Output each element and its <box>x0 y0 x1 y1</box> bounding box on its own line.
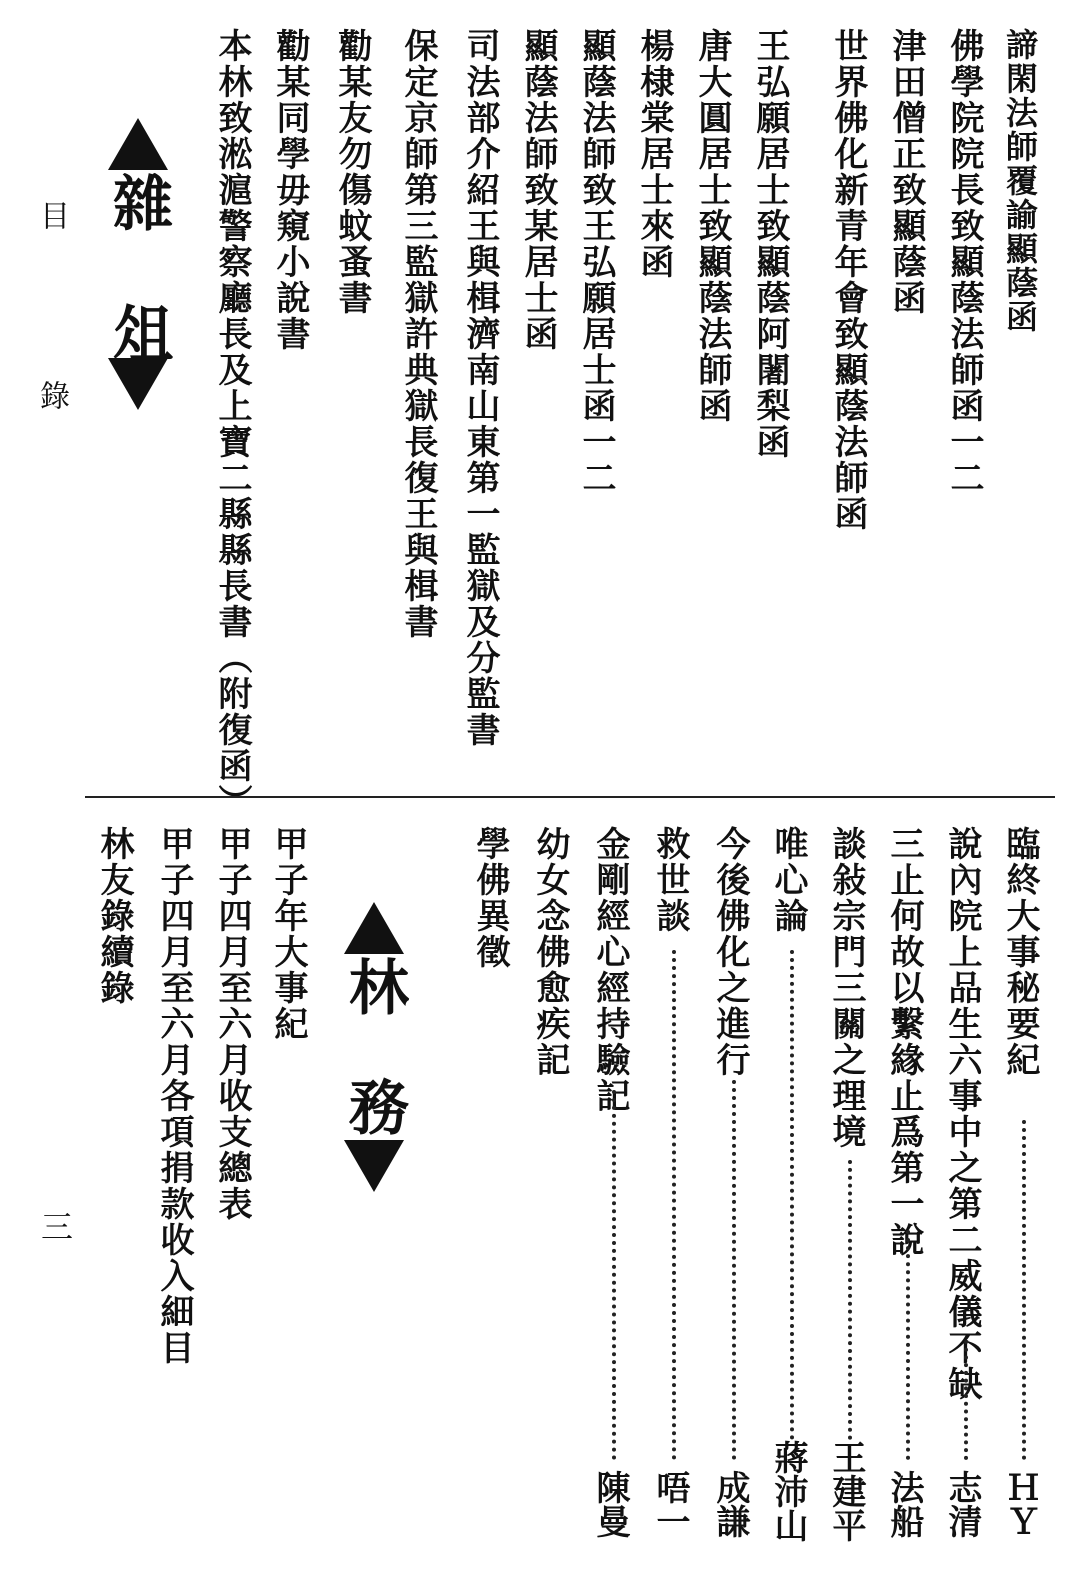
top-entry: 世界佛化新青年會致顯蔭法師函 <box>828 28 868 532</box>
entry-author: 陳曼 <box>590 1470 630 1538</box>
bottom-entry: 學佛異徵 <box>470 826 510 970</box>
entry-author: ＨＹ <box>1000 1470 1040 1538</box>
leader-dots <box>1022 1120 1026 1460</box>
bottom-entry: 救世談 <box>650 826 690 934</box>
page-number: 三 <box>36 1210 74 1242</box>
bottom-entry: 幼女念佛愈疾記 <box>530 826 570 1078</box>
leader-dots <box>790 950 794 1440</box>
section-linwu-heading: 林務 <box>339 956 409 1196</box>
top-entry: 勸某友勿傷蚊蚤書 <box>332 28 372 316</box>
entry-author: 成謙 <box>710 1470 750 1538</box>
section-zazu-heading: 雜俎 <box>103 172 173 432</box>
top-entry: 勸某同學毋窺小說書 <box>270 28 310 352</box>
leader-dots <box>848 1160 852 1440</box>
top-entry: 顯蔭法師致某居士函 <box>518 28 558 352</box>
section-zazu-triangle-down <box>108 358 168 410</box>
top-entry: 顯蔭法師致王弘願居士函一二 <box>576 28 616 496</box>
section-zazu-triangle-up <box>108 118 168 170</box>
leader-dots <box>732 1080 736 1460</box>
top-entry: 保定京師第三監獄許典獄長復王與楫書 <box>398 28 438 640</box>
linwu-entry: 甲子四月至六月各項捐款收入細目 <box>154 826 194 1366</box>
leader-dots <box>672 950 676 1460</box>
top-entry: 司法部介紹王與楫濟南山東第一監獄及分監書 <box>460 28 500 748</box>
leader-dots <box>906 1230 910 1460</box>
top-entry: 王弘願居士致顯蔭阿闍梨函 <box>750 28 790 460</box>
leader-dots <box>964 1340 968 1460</box>
divider <box>85 796 1055 798</box>
bottom-entry: 談敍宗門三關之理境 <box>826 826 866 1150</box>
entry-author: 蔣沛山 <box>768 1440 808 1542</box>
margin-label: 目 錄 <box>34 200 69 470</box>
leader-dots <box>612 1090 616 1460</box>
bottom-entry: 臨終大事秘要紀 <box>1000 826 1040 1078</box>
entry-author: 志清 <box>942 1470 982 1538</box>
bottom-entry: 說內院上品生六事中之第二威儀不缺 <box>942 826 982 1402</box>
bottom-entry: 三止何故以繫緣止爲第一說 <box>884 826 924 1258</box>
entry-author: 王建平 <box>826 1440 866 1542</box>
top-entry: 津田僧正致顯蔭函 <box>886 28 926 316</box>
section-linwu-triangle-down <box>344 1140 404 1192</box>
entry-author: 法船 <box>884 1470 924 1538</box>
bottom-entry: 唯心論 <box>768 826 808 934</box>
linwu-entry: 甲子年大事紀 <box>268 826 308 1042</box>
top-entry: 唐大圓居士致顯蔭法師函 <box>692 28 732 424</box>
top-entry: 本林致淞滬警察廳長及上寶二縣縣長書（附復函） <box>212 28 252 820</box>
entry-author: 唔一 <box>650 1470 690 1538</box>
bottom-entry: 今後佛化之進行 <box>710 826 750 1078</box>
top-entry: 楊棣棠居士來函 <box>634 28 674 280</box>
bottom-entry: 金剛經心經持驗記 <box>590 826 630 1114</box>
section-linwu-triangle-up <box>344 902 404 954</box>
linwu-entry: 甲子四月至六月收支總表 <box>212 826 252 1222</box>
top-entry: 諦閑法師覆諭顯蔭函 <box>1001 28 1039 334</box>
top-entry: 佛學院院長致顯蔭法師函一二 <box>944 28 984 496</box>
linwu-entry: 林友錄續錄 <box>94 826 134 1006</box>
